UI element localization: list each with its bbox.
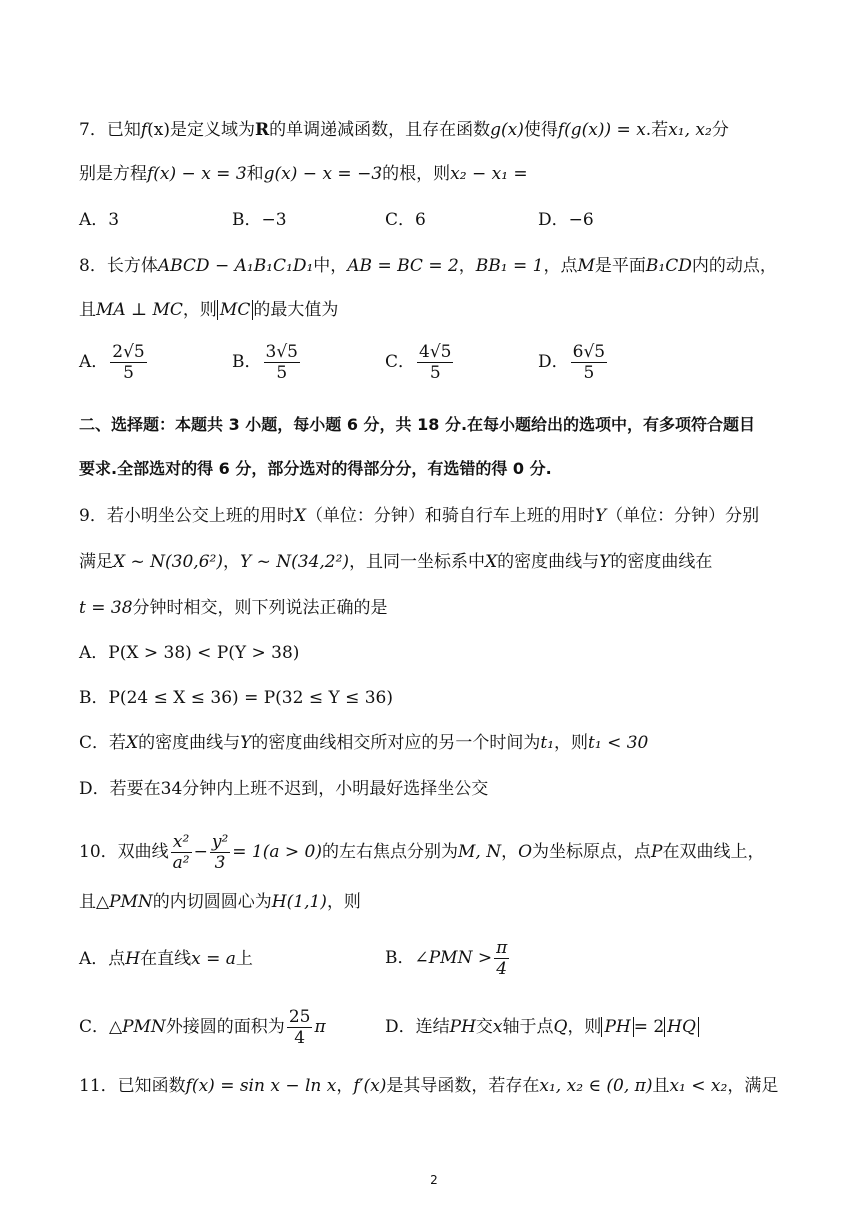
denominator: 5 bbox=[123, 363, 134, 383]
q10-text: C． bbox=[79, 1017, 110, 1037]
q10-text: 上 bbox=[235, 949, 253, 969]
q10-line-2 bbox=[79, 889, 798, 915]
math: BB₁ = 1 bbox=[475, 256, 544, 276]
math: Y ~ N(34,2²) bbox=[239, 552, 350, 572]
option-label: A． bbox=[79, 352, 109, 372]
math: t₁ < 30 bbox=[588, 733, 649, 753]
q10-text: B． bbox=[385, 948, 415, 968]
math: f(x) = sin x − ln x bbox=[185, 1076, 337, 1096]
q9-line-2 bbox=[79, 549, 798, 575]
math: MA ⊥ MC bbox=[96, 300, 183, 320]
denominator: 5 bbox=[276, 363, 288, 383]
q7-option-c: C．6 bbox=[385, 210, 426, 230]
q10-text: 在直线 bbox=[140, 949, 192, 969]
q8-option-d bbox=[538, 342, 609, 383]
fraction bbox=[571, 342, 607, 383]
q10-text: 交 bbox=[475, 1017, 493, 1037]
q8-line-2 bbox=[79, 297, 798, 323]
q8-text: 8．长方体 bbox=[79, 256, 158, 276]
q8-text: 的最大值为 bbox=[253, 300, 339, 320]
q7-option-b: B．−3 bbox=[232, 210, 287, 230]
q8-text: 且 bbox=[79, 300, 96, 320]
math: = 2 bbox=[633, 1017, 665, 1037]
math: Y bbox=[599, 552, 611, 572]
math: H bbox=[125, 949, 141, 969]
q9-text: 的密度曲线与 bbox=[497, 552, 600, 572]
math: x = a bbox=[191, 949, 236, 969]
q9-text: 的密度曲线与 bbox=[138, 733, 241, 753]
q11-text: 且 bbox=[652, 1076, 670, 1096]
q9-line-3 bbox=[79, 595, 798, 621]
q10-text: 的左右焦点分别为 bbox=[322, 842, 458, 862]
q9-option-d bbox=[79, 776, 798, 802]
q9-option-a: A．P(X > 38) < P(Y > 38) bbox=[79, 643, 300, 663]
fraction bbox=[210, 832, 230, 873]
q9-text: 9．若小明坐公交上班的用时 bbox=[79, 506, 294, 526]
math: Q bbox=[553, 1017, 568, 1037]
math: = 1(a > 0) bbox=[232, 842, 322, 862]
numerator: 3√5 bbox=[265, 342, 298, 362]
math: t₁ bbox=[540, 733, 555, 753]
math: H(1,1) bbox=[271, 892, 327, 912]
q10-option-c bbox=[79, 1007, 326, 1048]
q8-text: 是平面 bbox=[594, 256, 646, 276]
math: g(x) bbox=[490, 120, 524, 140]
q8-text: 内的动点， bbox=[691, 256, 777, 276]
math: π bbox=[314, 1017, 326, 1037]
math: X bbox=[293, 506, 306, 526]
q10-text: D．连结 bbox=[385, 1017, 450, 1037]
q10-text: 10．双曲线 bbox=[79, 842, 169, 862]
math-abs: HQ bbox=[664, 1017, 699, 1037]
q11-text: ，满足 bbox=[727, 1076, 779, 1096]
section-2-heading-line-2: 要求.全部选对的得 6 分，部分选对的得部分分，有选错的得 0 分. bbox=[79, 459, 552, 478]
q9-text: 满足 bbox=[79, 552, 113, 572]
math: △PMN bbox=[109, 1017, 166, 1037]
math: X bbox=[126, 733, 139, 753]
math: x₂ − x₁ = bbox=[450, 164, 528, 184]
math: x₁ < x₂ bbox=[669, 1076, 728, 1096]
q7-text: 别是方程 bbox=[79, 164, 147, 184]
math: f(g(x)) = x bbox=[557, 120, 646, 140]
q7-text: 分 bbox=[711, 120, 729, 140]
q8-text: ，点 bbox=[543, 256, 578, 276]
math: M bbox=[577, 256, 595, 276]
math: ABCD − A₁B₁C₁D₁ bbox=[157, 256, 314, 276]
q10-text: ，则 bbox=[567, 1017, 602, 1037]
q9-text: （单位：分钟）分别 bbox=[606, 506, 760, 526]
q10-text: A．点 bbox=[79, 949, 126, 969]
q9-text: （单位：分钟）和骑自行车上班的用时 bbox=[305, 506, 595, 526]
q9-text: 分钟内上班不迟到，小明最好选择坐公交 bbox=[182, 779, 489, 799]
q7-text: .若 bbox=[645, 120, 669, 140]
math-set-r: R bbox=[254, 120, 270, 140]
q7-text: 使得 bbox=[523, 120, 558, 140]
q8-option-a bbox=[79, 342, 149, 383]
q11-text: 是其导函数，若存在 bbox=[386, 1076, 540, 1096]
q10-option-b bbox=[385, 938, 511, 979]
option-label: C． bbox=[385, 352, 416, 372]
q7-line-2 bbox=[79, 161, 798, 187]
q7-text: 的根，则 bbox=[382, 164, 451, 184]
q7-option-d: D．−6 bbox=[538, 210, 594, 230]
q9-option-b: B．P(24 ≤ X ≤ 36) = P(32 ≤ Y ≤ 36) bbox=[79, 688, 394, 708]
math: O bbox=[518, 842, 533, 862]
numerator: 25 bbox=[288, 1007, 311, 1027]
q10-text: 且 bbox=[79, 892, 96, 912]
math: Y bbox=[594, 506, 607, 526]
math: f(x) − x = 3 bbox=[147, 164, 247, 184]
q10-text: ， bbox=[501, 842, 519, 862]
q9-option-c bbox=[79, 730, 798, 756]
numerator: y² bbox=[211, 832, 229, 852]
q7-line-1 bbox=[79, 117, 798, 143]
q9-text: ， bbox=[222, 552, 240, 572]
q7-text: 是定义域为 bbox=[169, 120, 255, 140]
q10-line-1 bbox=[79, 832, 798, 873]
q10-text: 外接圆的面积为 bbox=[165, 1017, 285, 1037]
math: − bbox=[193, 842, 208, 862]
q8-option-b bbox=[232, 342, 302, 383]
math: ∠PMN > bbox=[414, 948, 493, 968]
math-abs: PH bbox=[601, 1017, 633, 1037]
denominator: 4 bbox=[496, 959, 508, 979]
numerator: 2√5 bbox=[112, 342, 145, 362]
math: t = 38 bbox=[79, 598, 133, 618]
q10-text: 为坐标原点，点 bbox=[532, 842, 652, 862]
fraction bbox=[264, 342, 300, 383]
numerator: x² bbox=[171, 832, 192, 853]
math: Y bbox=[240, 733, 252, 753]
q8-line-1 bbox=[79, 253, 798, 279]
q10-option-a bbox=[79, 946, 253, 972]
q9-text: D．若要在 bbox=[79, 779, 161, 799]
math: X bbox=[485, 552, 498, 572]
fraction bbox=[417, 342, 453, 383]
denominator: 4 bbox=[294, 1028, 306, 1048]
q10-text: 轴于点 bbox=[502, 1017, 554, 1037]
math: x₁, x₂ ∈ (0, π) bbox=[539, 1076, 653, 1096]
q8-option-c bbox=[385, 342, 455, 383]
fraction bbox=[171, 832, 192, 873]
math: M, N bbox=[458, 842, 502, 862]
math: x₁, x₂ bbox=[668, 120, 712, 140]
option-label: D． bbox=[538, 352, 569, 372]
math: 34 bbox=[160, 779, 183, 799]
math: PH bbox=[449, 1017, 476, 1037]
math: f′(x) bbox=[353, 1076, 387, 1096]
q8-text: ， bbox=[458, 256, 476, 276]
q9-text: 分钟时相交，则下列说法正确的是 bbox=[132, 598, 388, 618]
denominator: 5 bbox=[583, 363, 595, 383]
q9-text: 的密度曲线在 bbox=[610, 552, 713, 572]
q9-text: ，则 bbox=[554, 733, 589, 753]
numerator: π bbox=[496, 938, 508, 958]
math: (x) bbox=[147, 120, 170, 140]
q10-option-d bbox=[385, 1014, 699, 1040]
math: f bbox=[140, 120, 148, 140]
q10-text: 的内切圆圆心为 bbox=[152, 892, 272, 912]
numerator: 6√5 bbox=[572, 342, 606, 362]
q11-text: ， bbox=[336, 1076, 354, 1096]
denominator: 3 bbox=[214, 853, 226, 873]
math: g(x) − x = −3 bbox=[263, 164, 383, 184]
q7-text: 的单调递减函数，且存在函数 bbox=[269, 120, 491, 140]
section-2-heading-line-1: 二、选择题：本题共 3 小题，每小题 6 分，共 18 分.在每小题给出的选项中，有多项符合题目 bbox=[79, 415, 756, 434]
math: X ~ N(30,6²) bbox=[113, 552, 223, 572]
q7-text: 和 bbox=[246, 164, 264, 184]
page-number: 2 bbox=[430, 1173, 438, 1187]
q9-text: C．若 bbox=[79, 733, 127, 753]
math: B₁CD bbox=[645, 256, 692, 276]
q7-option-a: A．3 bbox=[79, 210, 120, 230]
q11-text: 11．已知函数 bbox=[79, 1076, 186, 1096]
numerator: 4√5 bbox=[419, 342, 452, 362]
q9-text: 的密度曲线相交所对应的另一个时间为 bbox=[251, 733, 541, 753]
q9-text: ，且同一坐标系中 bbox=[349, 552, 486, 572]
option-label: B． bbox=[232, 352, 262, 372]
denominator: a² bbox=[172, 853, 190, 873]
q11-line-1 bbox=[79, 1073, 798, 1099]
fraction bbox=[494, 938, 509, 979]
q8-text: 中， bbox=[313, 256, 348, 276]
math: x bbox=[492, 1017, 503, 1037]
denominator: 5 bbox=[429, 363, 441, 383]
math-abs: MC bbox=[217, 300, 253, 320]
q7-text: 7．已知 bbox=[79, 120, 141, 140]
q8-text: ，则 bbox=[182, 300, 217, 320]
q9-line-1 bbox=[79, 503, 798, 529]
q10-text: 在双曲线上， bbox=[662, 842, 765, 862]
math: AB = BC = 2 bbox=[347, 256, 459, 276]
fraction bbox=[287, 1007, 313, 1048]
math: P bbox=[651, 842, 663, 862]
math: △PMN bbox=[96, 892, 153, 912]
fraction bbox=[110, 342, 146, 383]
q10-text: ，则 bbox=[326, 892, 361, 912]
